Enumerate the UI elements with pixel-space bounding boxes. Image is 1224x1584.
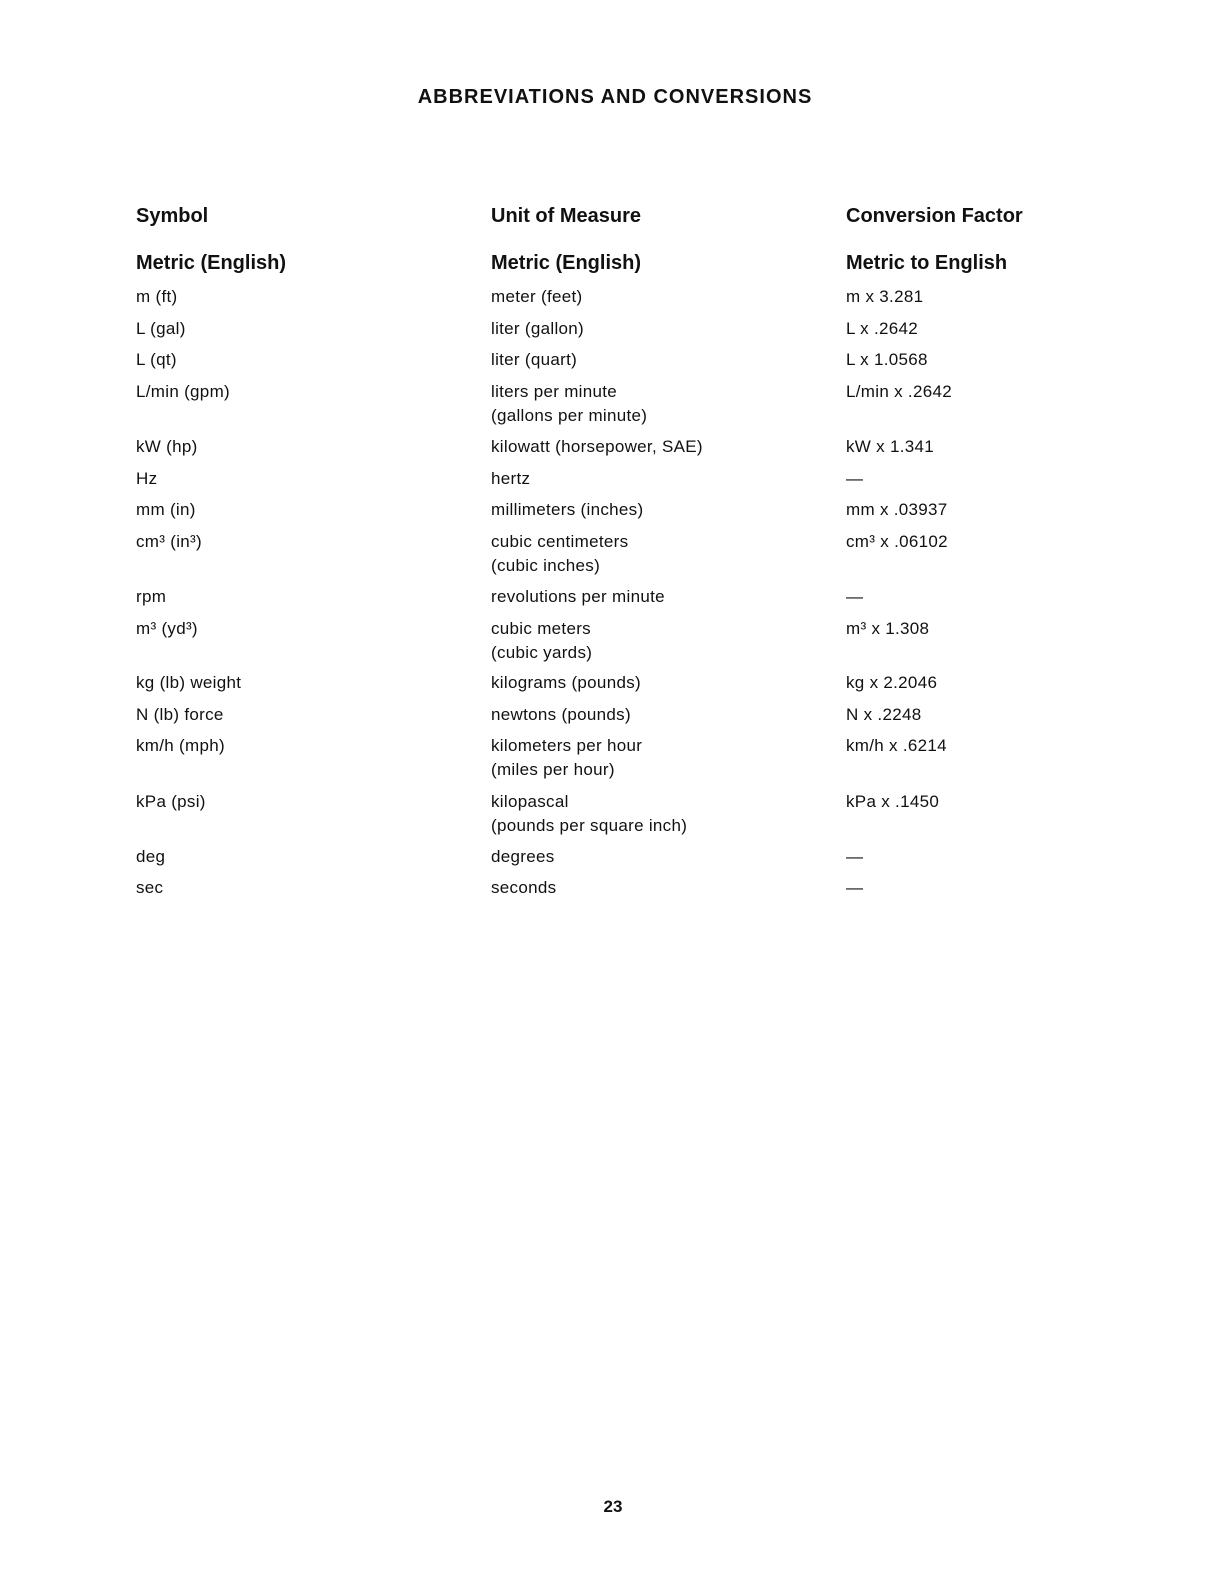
factor-cell: N x .2248 <box>846 705 922 724</box>
symbol-cell: deg <box>136 847 166 866</box>
unit-line-2: (miles per hour) <box>491 760 615 779</box>
factor-cell: — <box>846 847 864 866</box>
factor-cell: L/min x .2642 <box>846 382 952 401</box>
factor-cell: kPa x .1450 <box>846 792 940 811</box>
page-number: 23 <box>603 1497 623 1516</box>
unit-cell <box>491 617 592 665</box>
unit-cell: meter (feet) <box>491 287 583 306</box>
factor-cell: km/h x .6214 <box>846 736 947 755</box>
unit-line: kilopascal <box>491 792 569 811</box>
unit-cell: newtons (pounds) <box>491 705 631 724</box>
factor-subheader: Metric to English <box>846 252 1008 274</box>
symbol-cell: m³ (yd³) <box>136 619 198 638</box>
symbol-cell: L (qt) <box>136 350 177 369</box>
unit-cell <box>491 734 642 782</box>
unit-header: Unit of Measure <box>491 205 642 227</box>
symbol-cell: sec <box>136 878 164 897</box>
symbol-cell: km/h (mph) <box>136 736 225 755</box>
symbol-cell: Hz <box>136 469 158 488</box>
unit-line-2: (gallons per minute) <box>491 406 648 425</box>
unit-line-2: (cubic inches) <box>491 556 601 575</box>
symbol-cell: kg (lb) weight <box>136 673 242 692</box>
unit-line-2: (pounds per square inch) <box>491 816 688 835</box>
factor-cell: L x .2642 <box>846 319 919 338</box>
symbol-cell: kPa (psi) <box>136 792 206 811</box>
factor-cell: L x 1.0568 <box>846 350 928 369</box>
factor-cell: cm³ x .06102 <box>846 532 948 551</box>
page-title: ABBREVIATIONS AND CONVERSIONS <box>417 86 813 108</box>
unit-cell <box>491 790 687 838</box>
factor-cell: — <box>846 469 864 488</box>
unit-cell: seconds <box>491 878 557 897</box>
unit-cell: millimeters (inches) <box>491 500 644 519</box>
factor-cell: — <box>846 878 864 897</box>
unit-cell: kilograms (pounds) <box>491 673 641 692</box>
symbol-cell: L (gal) <box>136 319 186 338</box>
unit-cell <box>491 380 647 428</box>
unit-cell: revolutions per minute <box>491 587 665 606</box>
symbol-cell: m (ft) <box>136 287 178 306</box>
unit-cell: kilowatt (horsepower, SAE) <box>491 437 703 456</box>
unit-line: kilometers per hour <box>491 736 643 755</box>
factor-cell: — <box>846 587 864 606</box>
factor-cell: mm x .03937 <box>846 500 948 519</box>
unit-cell: hertz <box>491 469 531 488</box>
unit-cell: degrees <box>491 847 555 866</box>
symbol-cell: kW (hp) <box>136 437 198 456</box>
symbol-cell: cm³ (in³) <box>136 532 202 551</box>
symbol-subheader: Metric (English) <box>136 252 287 274</box>
symbol-header: Symbol <box>136 205 209 227</box>
unit-line: liters per minute <box>491 382 618 401</box>
factor-cell: m x 3.281 <box>846 287 924 306</box>
symbol-cell: L/min (gpm) <box>136 382 230 401</box>
symbol-cell: mm (in) <box>136 500 196 519</box>
factor-header: Conversion Factor <box>846 205 1023 227</box>
unit-line-2: (cubic yards) <box>491 643 593 662</box>
symbol-cell: N (lb) force <box>136 705 224 724</box>
unit-cell: liter (quart) <box>491 350 578 369</box>
factor-cell: kW x 1.341 <box>846 437 935 456</box>
symbol-cell: rpm <box>136 587 167 606</box>
unit-line: cubic centimeters <box>491 532 629 551</box>
factor-cell: m³ x 1.308 <box>846 619 930 638</box>
factor-cell: kg x 2.2046 <box>846 673 938 692</box>
unit-line: cubic meters <box>491 619 591 638</box>
unit-subheader: Metric (English) <box>491 252 642 274</box>
unit-cell <box>491 530 628 578</box>
unit-cell: liter (gallon) <box>491 319 585 338</box>
